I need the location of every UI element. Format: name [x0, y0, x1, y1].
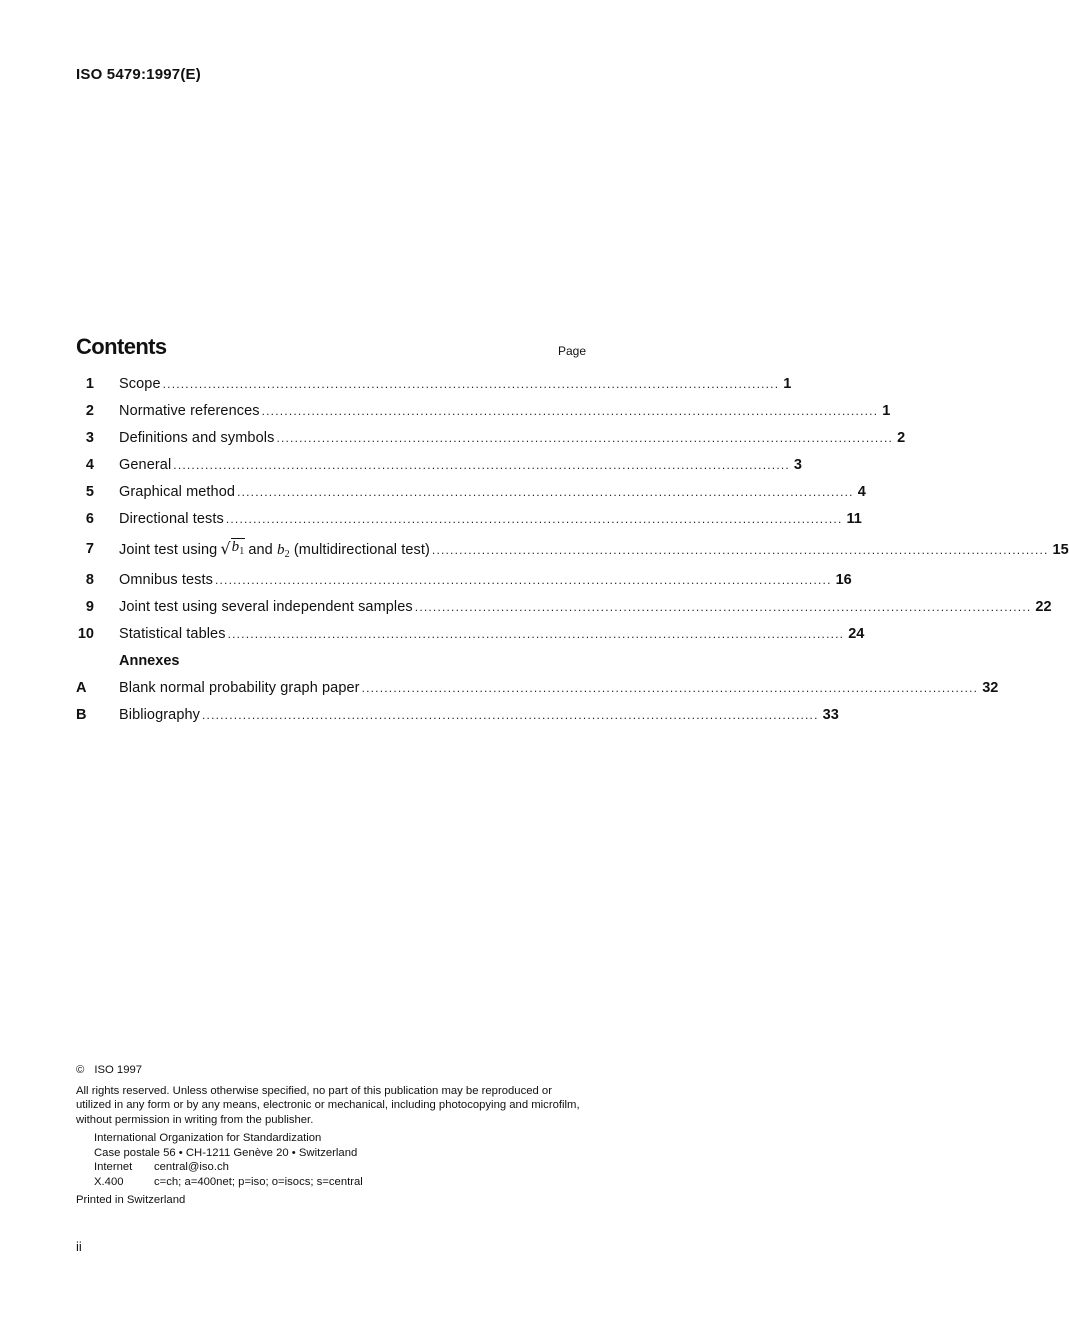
toc-entry-definitions[interactable]	[76, 424, 906, 451]
toc-entry-title: Directional tests	[119, 510, 224, 527]
toc-leader-dots: ........................................................................................................................................	[261, 403, 879, 418]
toc-entry-graphical-method[interactable]	[76, 478, 866, 505]
toc-entry-page: 11	[846, 510, 862, 527]
toc-entry-page: 22	[1035, 598, 1052, 615]
table-of-contents	[76, 334, 1069, 728]
radical-sign: √	[220, 539, 231, 558]
toc-entry-page: 4	[857, 483, 866, 500]
toc-entry-page: 24	[848, 625, 865, 642]
toc-entry-scope[interactable]	[76, 370, 792, 397]
toc-entry-title-post: (multidirectional test)	[293, 542, 430, 558]
copyright-text: ISO 1997	[94, 1064, 143, 1076]
toc-entry-title: Scope	[119, 375, 161, 392]
toc-leader-dots: ........................................................................................................................................	[361, 680, 979, 695]
toc-entry-title: Joint test using several independent samples	[119, 598, 413, 615]
x400-label: X.400	[94, 1175, 124, 1188]
page-number: ii	[76, 1239, 82, 1254]
toc-entry-number: 5	[85, 483, 94, 500]
toc-entry-page: 1	[783, 375, 792, 392]
toc-entry-number: 6	[85, 510, 94, 527]
toc-entry-annex-a[interactable]	[76, 674, 999, 701]
copyright-line	[76, 1063, 588, 1078]
toc-entry-number: A	[76, 679, 87, 696]
annexes-heading-row	[76, 647, 588, 674]
toc-entry-joint-test[interactable]	[76, 532, 1069, 566]
toc-entry-page: 3	[793, 456, 802, 473]
toc-entry-statistical-tables[interactable]	[76, 620, 865, 647]
toc-entry-number: 10	[77, 625, 94, 642]
copyright-block	[76, 1063, 588, 1208]
formula-subscript: 1	[239, 546, 245, 557]
toc-header	[76, 334, 588, 370]
toc-title: Contents	[76, 334, 167, 359]
toc-entry-number: 7	[85, 541, 94, 557]
toc-leader-dots: ........................................................................................................................................	[173, 457, 790, 472]
toc-leader-dots: ........................................................................................................................................	[237, 484, 854, 499]
toc-entry-number: 3	[85, 429, 94, 446]
toc-entry-directional-tests[interactable]	[76, 505, 862, 532]
toc-entry-number: 1	[85, 375, 94, 392]
toc-entry-page: 2	[897, 429, 906, 446]
internet-contact	[94, 1160, 588, 1175]
toc-page-label: Page	[557, 344, 586, 358]
postal-address: Case postale 56 • CH-1211 Genève 20 • Switzerland	[94, 1146, 358, 1159]
toc-entry-number: 4	[85, 456, 94, 473]
toc-entry-page: 32	[982, 679, 999, 696]
toc-entry-title: Definitions and symbols	[119, 429, 275, 446]
toc-entry-title-pre: Joint test using	[119, 542, 218, 558]
toc-entry-number: 9	[85, 598, 94, 615]
toc-entry-page: 33	[822, 706, 839, 723]
document-id: ISO 5479:1997(E)	[76, 66, 201, 83]
printed-in: Printed in Switzerland	[76, 1194, 186, 1206]
toc-entry-title: Blank normal probability graph paper	[119, 679, 360, 696]
toc-entry-independent-samples[interactable]	[76, 593, 1052, 620]
toc-entry-number: 2	[85, 402, 94, 419]
toc-leader-dots: ........................................................................................................................................	[214, 572, 832, 587]
formula-subscript: 2	[284, 549, 290, 560]
toc-entry-title	[119, 538, 430, 560]
organization-name: International Organization for Standardization	[94, 1132, 322, 1144]
copyright-icon: ©	[76, 1064, 85, 1076]
formula-and: and	[248, 542, 273, 558]
rights-statement: All rights reserved. Unless otherwise specified, no part of this publication may be reproduced or utilized in any form or by any means, electronic or mechanical, including photocopying and microfilm, without permission in writing from the publisher.	[76, 1084, 580, 1126]
toc-entry-omnibus-tests[interactable]	[76, 566, 852, 593]
formula-variable: b	[276, 542, 285, 558]
toc-entry-page: 1	[882, 402, 891, 419]
formula-variable: b	[231, 539, 240, 555]
toc-entry-page: 15	[1052, 542, 1069, 558]
annexes-heading: Annexes	[119, 652, 180, 669]
toc-leader-dots: ........................................................................................................................................	[431, 543, 1049, 557]
toc-entry-general[interactable]	[76, 451, 802, 478]
toc-entry-annex-b[interactable]	[76, 701, 839, 728]
internet-value: central@iso.ch	[154, 1161, 229, 1173]
toc-entry-title: Statistical tables	[119, 625, 226, 642]
x400-value: c=ch; a=400net; p=iso; o=isocs; s=central	[154, 1175, 363, 1188]
organization-address	[94, 1131, 588, 1189]
toc-entry-normative-references[interactable]	[76, 397, 891, 424]
toc-entry-title: Normative references	[119, 402, 260, 419]
toc-entry-number: 8	[85, 571, 94, 588]
toc-entry-title: Omnibus tests	[119, 571, 213, 588]
toc-leader-dots: ........................................................................................................................................	[276, 430, 894, 445]
toc-leader-dots: ........................................................................................................................................	[227, 626, 845, 641]
toc-leader-dots: ........................................................................................................................................	[202, 707, 819, 722]
toc-entry-title: Bibliography	[119, 706, 200, 723]
toc-entry-page: 16	[835, 571, 852, 588]
toc-entry-title: General	[119, 456, 172, 473]
toc-leader-dots: ........................................................................................................................................	[414, 599, 1032, 614]
toc-entry-number: B	[76, 706, 87, 723]
internet-label: Internet	[94, 1161, 133, 1173]
b2-formula	[277, 542, 290, 558]
sqrt-b1-formula	[220, 538, 245, 557]
toc-leader-dots: ........................................................................................................................................	[162, 376, 780, 391]
toc-leader-dots: ........................................................................................................................................	[225, 511, 843, 526]
x400-contact	[94, 1175, 588, 1190]
toc-entry-title: Graphical method	[119, 483, 236, 500]
